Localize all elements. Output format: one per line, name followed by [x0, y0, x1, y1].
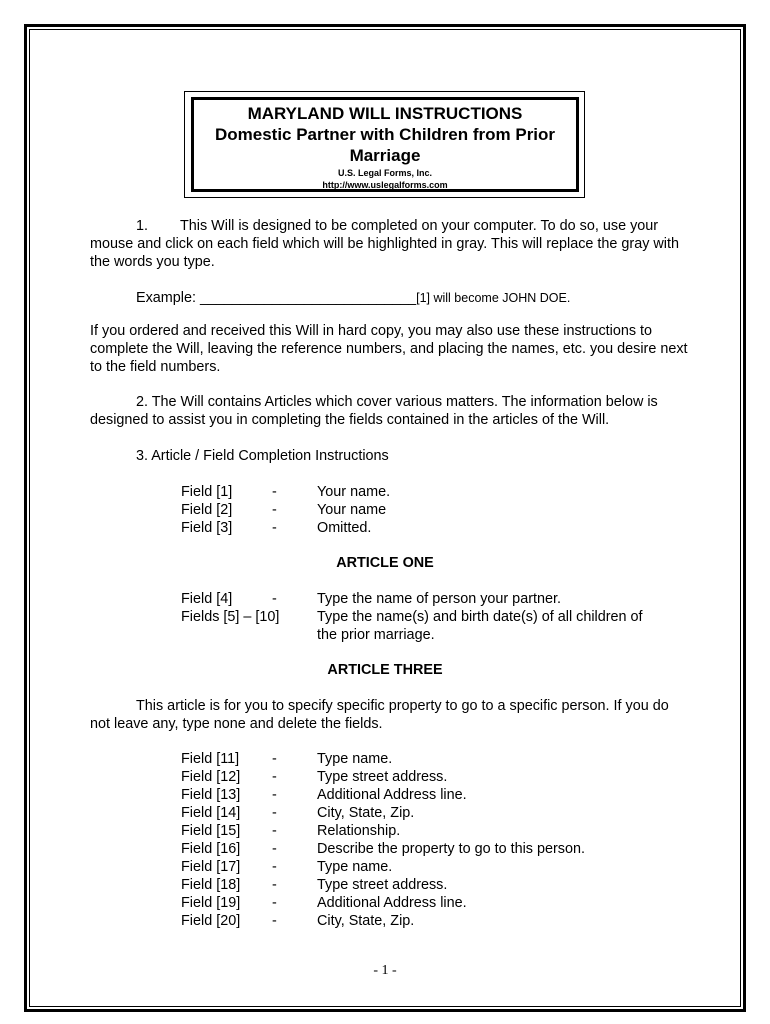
field-label: Field [19]: [181, 895, 241, 911]
field-label: Field [2]: [181, 502, 233, 518]
example-label: Example:: [136, 290, 200, 306]
field-row: [181, 483, 681, 501]
field-label: Field [12]: [181, 769, 241, 785]
field-row: [181, 840, 681, 858]
field-description: Type the name of person your partner.: [317, 591, 561, 607]
article-one-heading: ARTICLE ONE: [336, 555, 434, 571]
field-label: Field [16]: [181, 841, 241, 857]
field-dash: -: [272, 769, 277, 785]
field-label: Field [14]: [181, 805, 241, 821]
article-three-intro: This article is for you to specify specific property to go to a specific person. If you do not leave any, type none and delete the fields.: [90, 698, 669, 732]
field-row: [181, 822, 681, 840]
field-dash: -: [272, 823, 277, 839]
field-label: Field [15]: [181, 823, 241, 839]
company-name: U.S. Legal Forms, Inc.: [337, 168, 433, 178]
field-description: Your name.: [317, 484, 391, 500]
field-row: [181, 768, 681, 786]
field-dash: -: [272, 591, 277, 607]
paragraph-3: 3. Article / Field Completion Instructions: [136, 448, 389, 464]
field-label: Field [18]: [181, 877, 241, 893]
document-subtitle-line1: Domestic Partner with Children from Prior: [214, 125, 556, 144]
field-description: Omitted.: [317, 520, 372, 536]
field-label: Field [1]: [181, 484, 233, 500]
field-label: Fields [5] – [10]: [181, 609, 280, 625]
field-label: Field [20]: [181, 913, 241, 929]
field-description: City, State, Zip.: [317, 913, 415, 929]
field-dash: -: [272, 751, 277, 767]
field-label: Field [13]: [181, 787, 241, 803]
field-dash: -: [272, 877, 277, 893]
document-subtitle-line2: Marriage: [349, 146, 421, 165]
paragraph-2: 2. The Will contains Articles which cover various matters. The information below is designed to assist you in completing the fields contained in the articles of the Will.: [90, 394, 658, 428]
field-description: Additional Address line.: [317, 895, 467, 911]
field-label: Field [4]: [181, 591, 233, 607]
field-row: [181, 608, 681, 626]
field-description: Describe the property to go to this person.: [317, 841, 585, 857]
example-line: [90, 289, 690, 307]
field-row: [181, 876, 681, 894]
field-dash: -: [272, 520, 277, 536]
article-three-heading: ARTICLE THREE: [327, 662, 443, 678]
field-description: Type street address.: [317, 877, 448, 893]
field-label: Field [17]: [181, 859, 241, 875]
field-description: Your name: [317, 502, 387, 518]
field-row: [181, 894, 681, 912]
field-label: Field [3]: [181, 520, 233, 536]
field-description: Type name.: [317, 751, 393, 767]
title-box: [191, 97, 579, 192]
example-result: [1] will become JOHN DOE.: [416, 291, 571, 305]
paragraph-1-text: This Will is designed to be completed on your computer. To do so, use your mouse and click on each field which will be highlighted in gray. This will replace the gray with the words you type.: [90, 218, 679, 270]
field-description: Type street address.: [317, 769, 448, 785]
field-row: [181, 786, 681, 804]
field-dash: -: [272, 841, 277, 857]
field-dash: -: [272, 859, 277, 875]
field-dash: -: [272, 805, 277, 821]
field-description: the prior marriage.: [317, 627, 435, 643]
field-row-continuation: [181, 626, 681, 644]
example-blank: ___________________________: [200, 290, 417, 306]
paragraph-1: [90, 217, 690, 271]
field-description: Relationship.: [317, 823, 401, 839]
field-description: Type the name(s) and birth date(s) of all children of: [317, 609, 643, 625]
paragraph-1-number: 1.: [136, 218, 149, 234]
field-row: [181, 501, 681, 519]
field-row: [181, 750, 681, 768]
field-dash: -: [272, 787, 277, 803]
document-title: MARYLAND WILL INSTRUCTIONS: [247, 104, 523, 123]
field-dash: -: [272, 895, 277, 911]
page-number: - 1 -: [373, 963, 397, 978]
field-row: [181, 590, 681, 608]
field-row: [181, 519, 681, 537]
field-description: City, State, Zip.: [317, 805, 415, 821]
company-url: http://www.uslegalforms.com: [322, 180, 448, 190]
field-dash: -: [272, 484, 277, 500]
field-row: [181, 912, 681, 930]
hardcopy-paragraph: If you ordered and received this Will in hard copy, you may also use these instructions to complete the Will, leaving the reference numbers, and placing the names, etc. you desire next to the field numbers.: [90, 323, 688, 375]
field-description: Type name.: [317, 859, 393, 875]
field-description: Additional Address line.: [317, 787, 467, 803]
field-label: Field [11]: [181, 751, 240, 767]
field-dash: -: [272, 913, 277, 929]
field-dash: -: [272, 502, 277, 518]
field-row: [181, 858, 681, 876]
field-row: [181, 804, 681, 822]
